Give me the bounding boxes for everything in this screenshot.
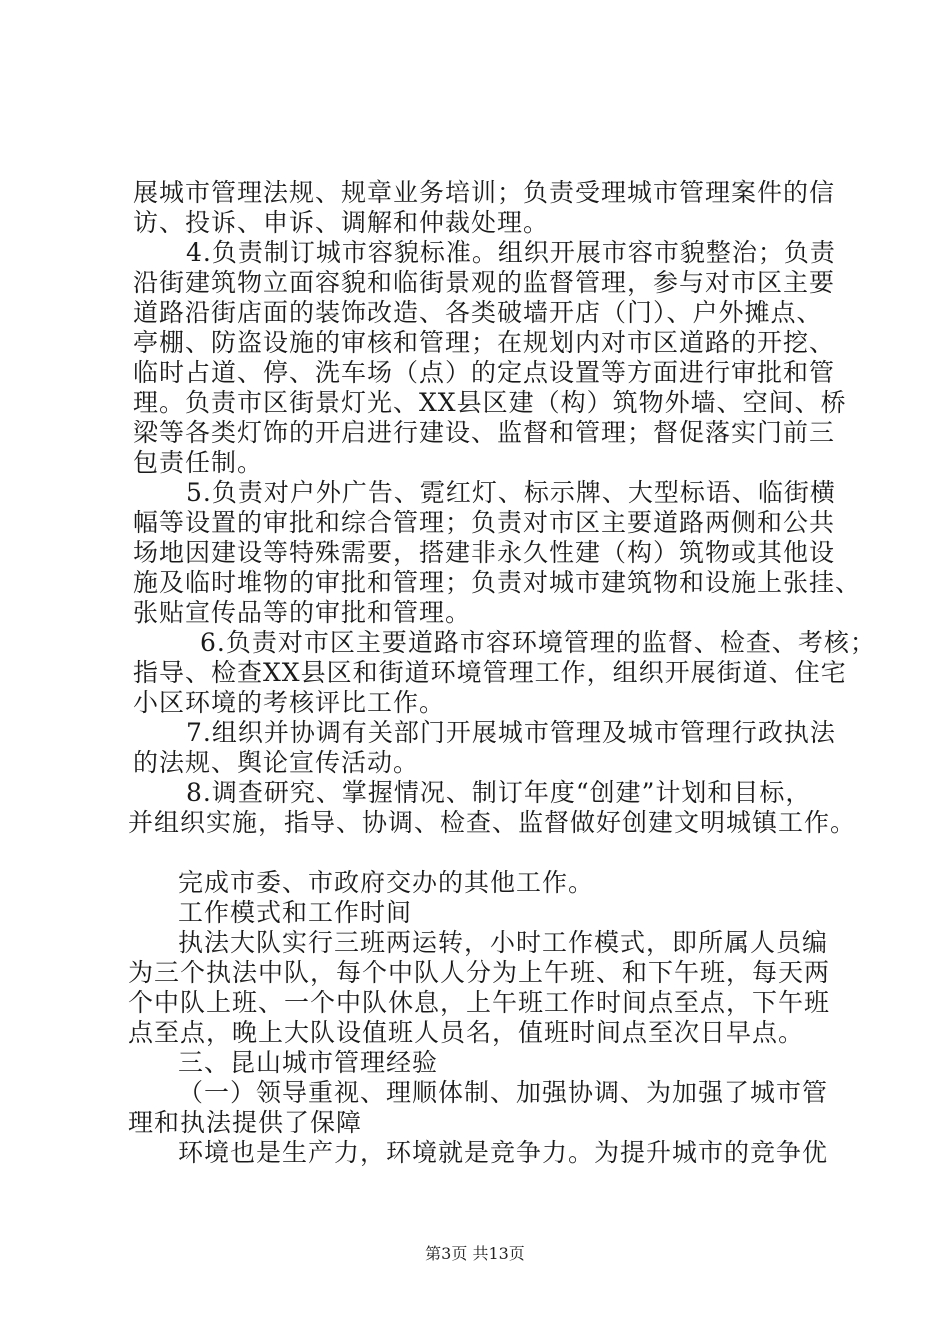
text-line: 幅等设置的审批和综合管理；负责对市区主要道路两侧和公共 (133, 508, 836, 537)
text-line: 环境也是生产力，环境就是竞争力。为提升城市的竞争优 (178, 1138, 829, 1167)
subsection-heading: 理和执法提供了保障 (128, 1108, 363, 1137)
page-footer (0, 1244, 950, 1264)
subsection-heading: （一）领导重视、理顺体制、加强协调、为加强了城市管 (178, 1078, 829, 1107)
text-line: 梁等各类灯饰的开启进行建设、监督和管理；督促落实门前三 (133, 418, 836, 447)
text-line: 4.负责制订城市容貌标准。组织开展市容市貌整治；负责 (186, 238, 836, 267)
text-line: 理。负责市区街景灯光、XX县区建（构）筑物外墙、空间、桥 (133, 388, 847, 417)
text-line: 亭棚、防盗设施的审核和管理；在规划内对市区道路的开挖、 (133, 328, 836, 357)
text-line: 小区环境的考核评比工作。 (133, 688, 446, 717)
text-line: 包责任制。 (133, 448, 264, 477)
text-line: 并组织实施，指导、协调、检查、监督做好创建文明城镇工作。 (128, 808, 857, 837)
text-line: 5.负责对户外广告、霓红灯、标示牌、大型标语、临街横 (186, 478, 836, 507)
text-line: 执法大队实行三班两运转，小时工作模式，即所属人员编 (178, 928, 829, 957)
text-line: 6.负责对市区主要道路市容环境管理的监督、检查、考核； (200, 628, 876, 657)
text-line: 沿街建筑物立面容貌和临街景观的监督管理，参与对市区主要 (133, 268, 836, 297)
text-line: 道路沿街店面的装饰改造、各类破墙开店（门）、户外摊点、 (133, 298, 823, 327)
text-line: 8.调查研究、掌握情况、制订年度“创建”计划和目标， (186, 778, 812, 807)
text-line: 场地因建设等特殊需要，搭建非永久性建（构）筑物或其他设 (133, 538, 836, 567)
text-line: 施及临时堆物的审批和管理；负责对城市建筑物和设施上张挂、 (133, 568, 862, 597)
page-number: 第3页 共13页 (425, 1244, 525, 1263)
text-line: 临时占道、停、洗车场（点）的定点设置等方面进行审批和管 (133, 358, 836, 387)
text-line: 工作模式和工作时间 (178, 898, 413, 927)
text-line: 的法规、舆论宣传活动。 (133, 748, 420, 777)
text-line: 指导、检查XX县区和街道环境管理工作，组织开展街道、住宅 (133, 658, 847, 687)
text-line: 7.组织并协调有关部门开展城市管理及城市管理行政执法 (186, 718, 836, 747)
text-line: 访、投诉、申诉、调解和仲裁处理。 (133, 208, 550, 237)
text-line: 完成市委、市政府交办的其他工作。 (178, 868, 595, 897)
text-line: 个中队上班、一个中队休息，上午班工作时间点至点，下午班 (128, 988, 831, 1017)
section-heading: 三、昆山城市管理经验 (178, 1048, 439, 1077)
text-line: 点至点，晚上大队设值班人员名，值班时间点至次日早点。 (128, 1018, 805, 1047)
text-line: 为三个执法中队，每个中队人分为上午班、和下午班，每天两 (128, 958, 831, 987)
text-line: 张贴宣传品等的审批和管理。 (133, 598, 472, 627)
text-line: 展城市管理法规、规章业务培训；负责受理城市管理案件的信 (133, 178, 836, 207)
